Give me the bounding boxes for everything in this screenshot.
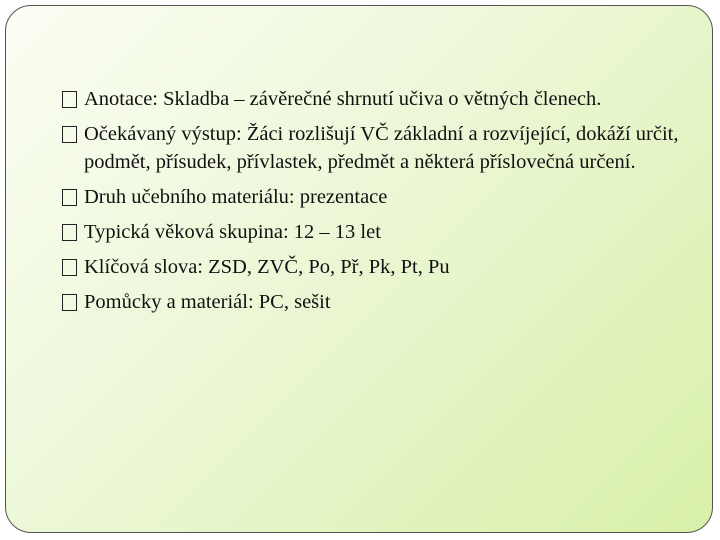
bullet-text: Pomůcky a materiál: PC, sešit bbox=[84, 291, 331, 313]
bullet-box-icon bbox=[62, 224, 77, 241]
bullet-box-icon bbox=[62, 259, 77, 276]
bullet-text: Očekávaný výstup: Žáci rozlišují VČ základní a rozvíjející, dokáží určit, podmět, přísudek, přívlastek, předmět a některá příslovečná určení. bbox=[84, 123, 679, 173]
bullet-material-type bbox=[62, 183, 702, 211]
bullet-expected-outcome bbox=[62, 120, 702, 176]
bullet-box-icon bbox=[62, 126, 77, 143]
bullet-age-group bbox=[62, 218, 702, 246]
bullet-text: Typická věková skupina: 12 – 13 let bbox=[84, 221, 381, 243]
bullet-list bbox=[62, 85, 702, 323]
bullet-tools bbox=[62, 288, 702, 316]
bullet-text: Druh učebního materiálu: prezentace bbox=[84, 186, 388, 208]
bullet-text: Anotace: Skladba – závěrečné shrnutí učiva o větných členech. bbox=[84, 88, 602, 110]
slide-frame bbox=[5, 5, 713, 533]
bullet-box-icon bbox=[62, 91, 77, 108]
bullet-keywords bbox=[62, 253, 702, 281]
bullet-text: Klíčová slova: ZSD, ZVČ, Po, Př, Pk, Pt, Pu bbox=[84, 256, 450, 278]
bullet-box-icon bbox=[62, 294, 77, 311]
bullet-box-icon bbox=[62, 189, 77, 206]
bullet-annotation bbox=[62, 85, 702, 113]
